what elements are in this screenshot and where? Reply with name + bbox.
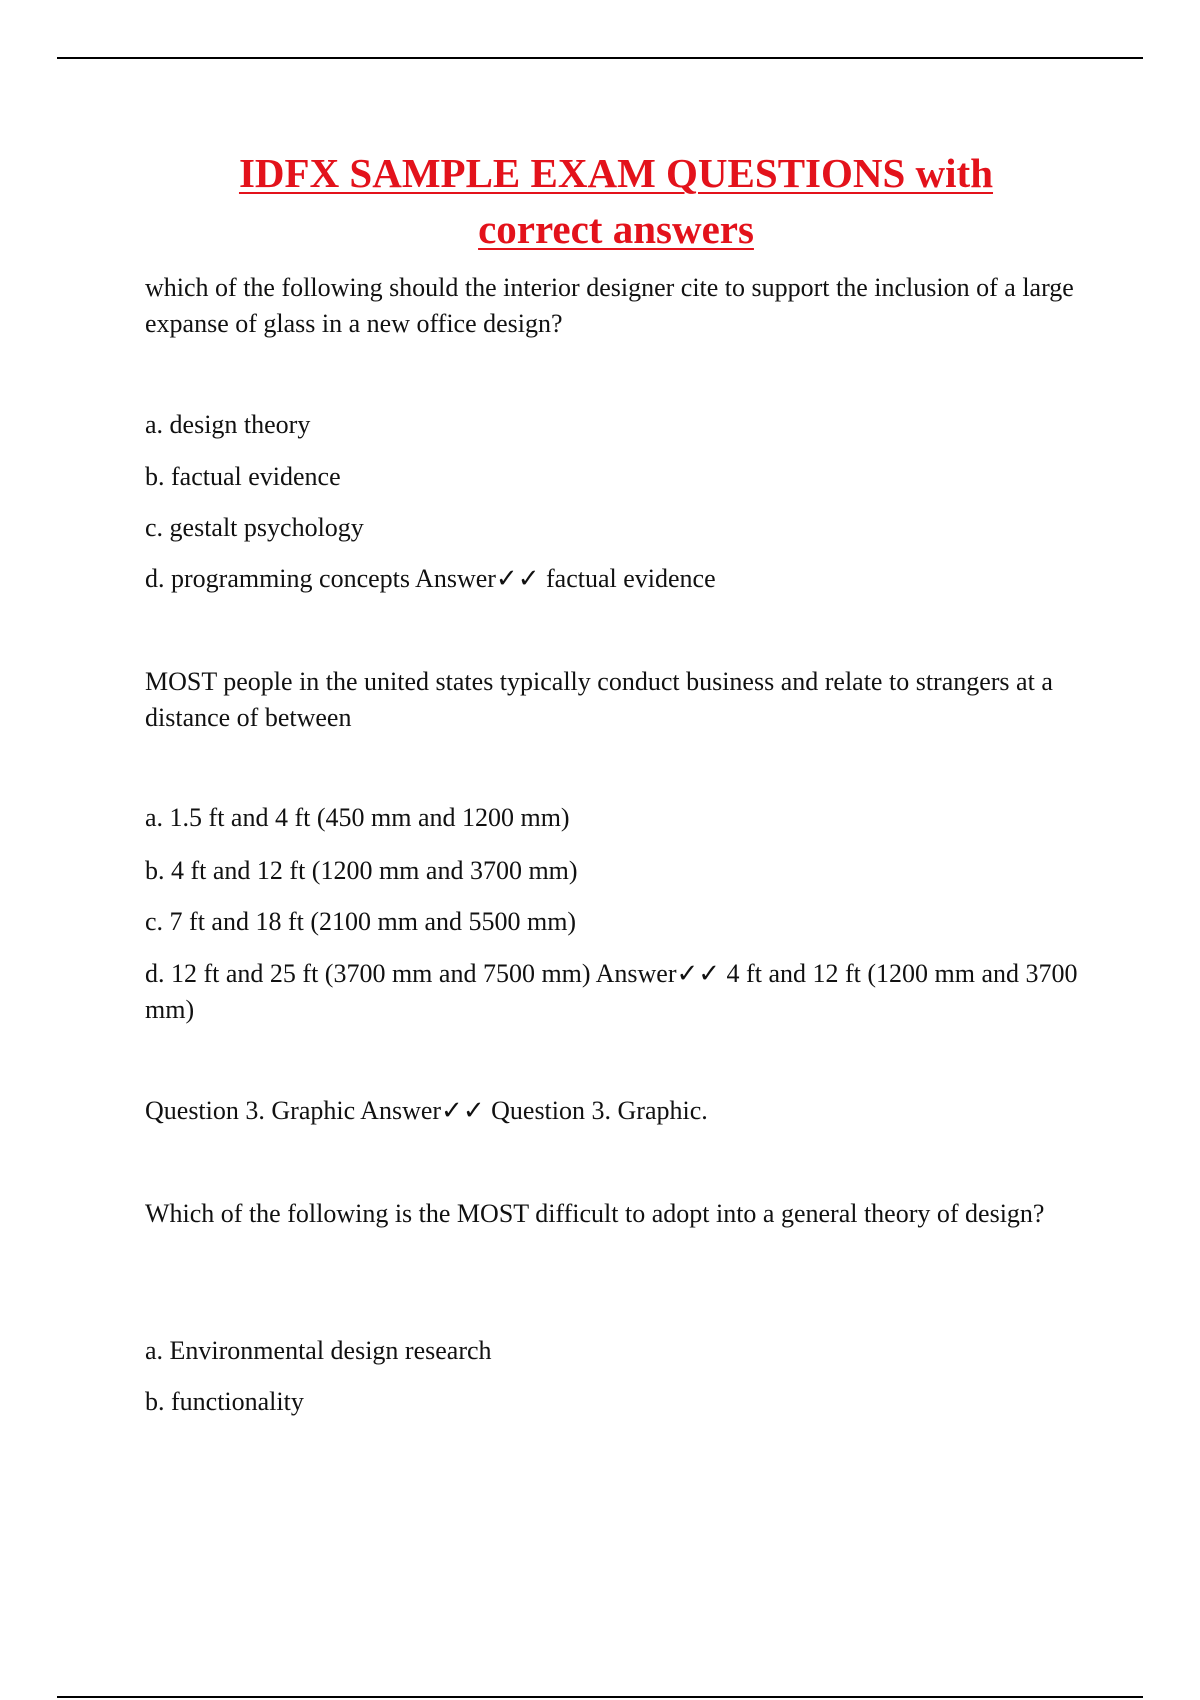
page-title [0,145,1200,257]
question-2-option-a: a. 1.5 ft and 4 ft (450 mm and 1200 mm) [145,803,570,832]
question-4-option-a: a. Environmental design research [145,1336,492,1365]
question-4-prompt: Which of the following is the MOST difficult to adopt into a general theory of design? [145,1199,1045,1228]
question-1-option-c: c. gestalt psychology [145,513,364,542]
footer-rule [57,1696,1143,1698]
question-3-prompt: Question 3. Graphic Answer✓✓ Question 3. Graphic. [145,1096,708,1125]
header-rule [57,57,1143,59]
question-2-prompt: MOST people in the united states typically conduct business and relate to strangers at a distance of between [145,667,1053,732]
question-1-option-b: b. factual evidence [145,462,341,491]
question-1-prompt: which of the following should the interior designer cite to support the inclusion of a large expanse of glass in a new office design? [145,273,1074,338]
question-1-option-d: d. programming concepts Answer✓✓ factual evidence [145,564,716,593]
question-2-option-d: d. 12 ft and 25 ft (3700 mm and 7500 mm) Answer✓✓ 4 ft and 12 ft (1200 mm and 3700 mm) [145,959,1078,1024]
question-4-option-b: b. functionality [145,1387,304,1416]
title-line-1: IDFX SAMPLE EXAM QUESTIONS with [238,150,994,196]
title-line-2: correct answers [478,206,754,252]
question-1-option-a: a. design theory [145,410,311,439]
question-2-option-c: c. 7 ft and 18 ft (2100 mm and 5500 mm) [145,907,577,936]
question-2-option-b: b. 4 ft and 12 ft (1200 mm and 3700 mm) [145,856,578,885]
